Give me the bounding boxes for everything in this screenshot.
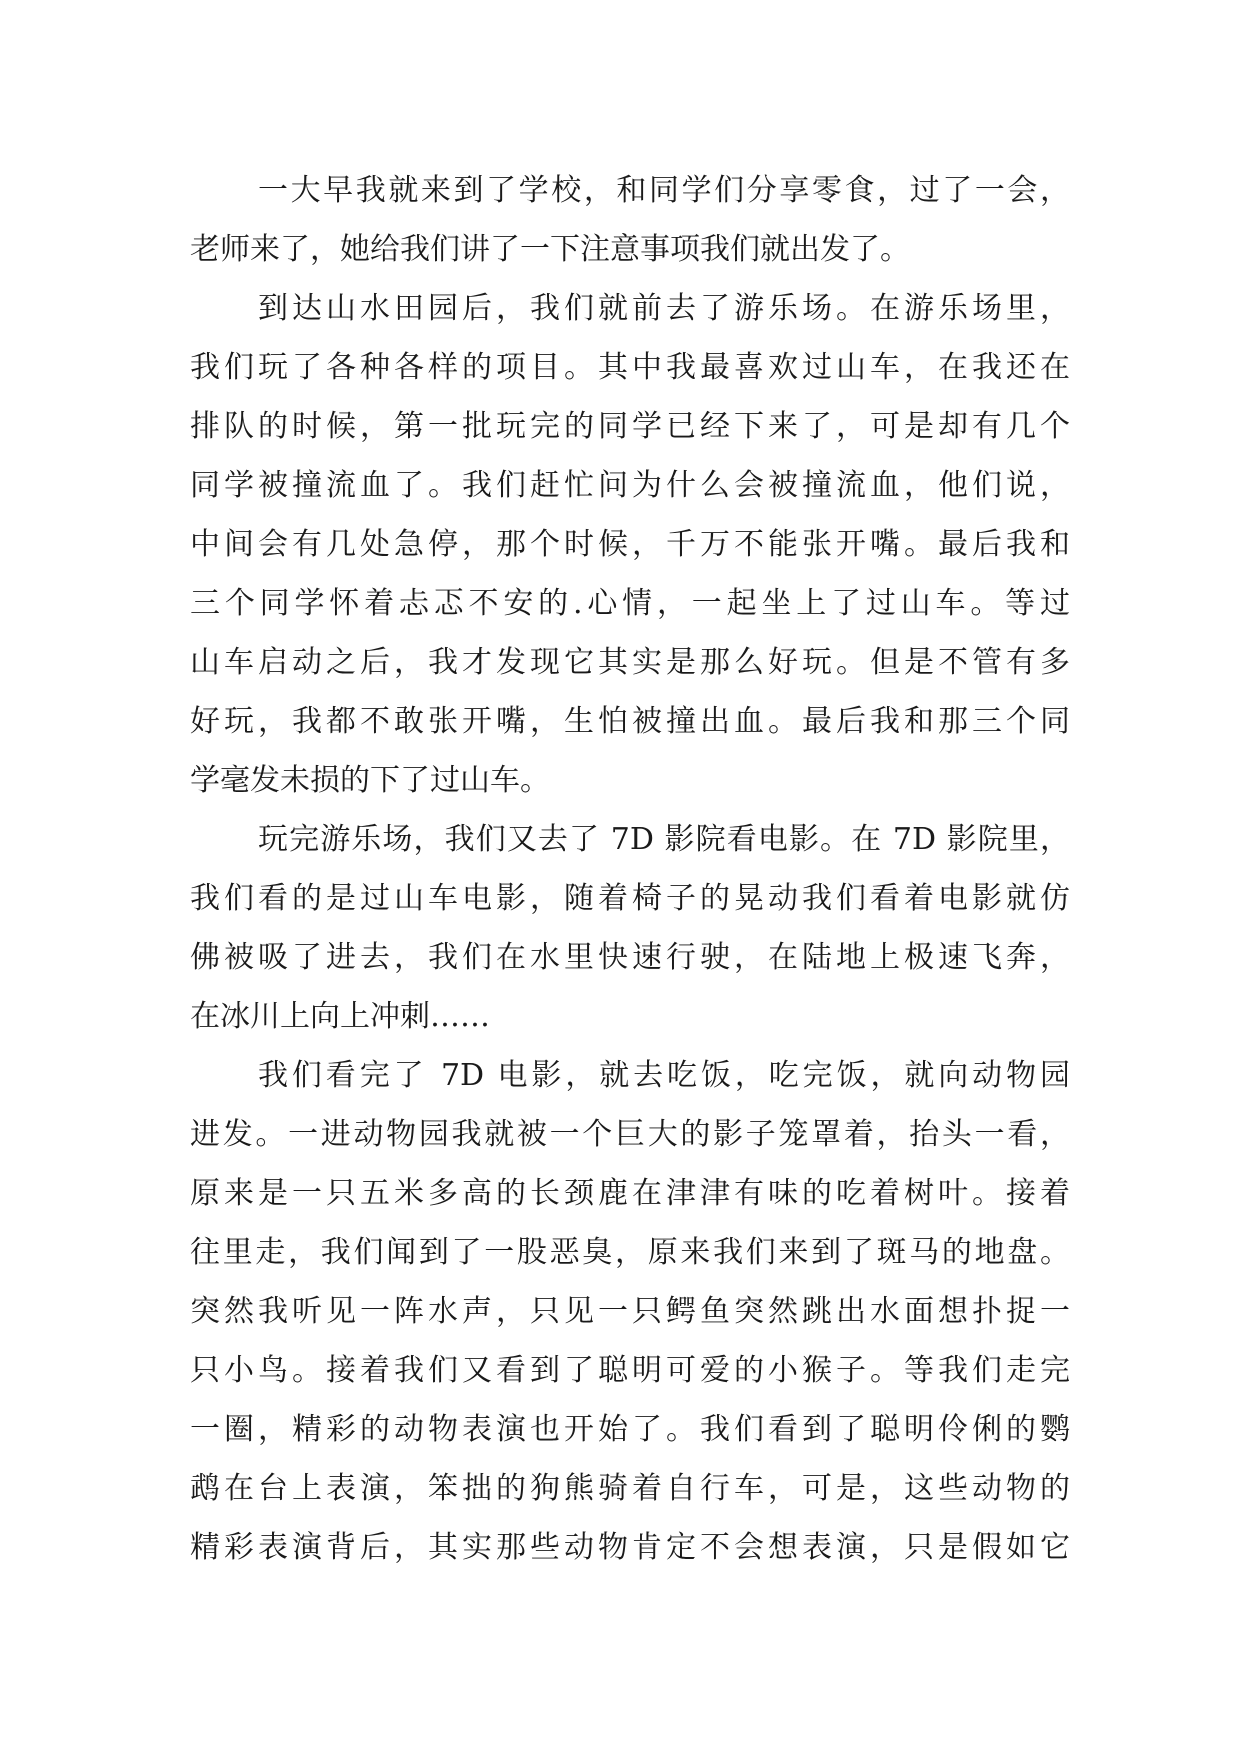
paragraph-line: 鹉在台上表演，笨拙的狗熊骑着自行车，可是，这些动物的	[190, 1471, 1070, 1506]
paragraph-line: 好玩，我都不敢张开嘴，生怕被撞出血。最后我和那三个同	[190, 704, 1070, 739]
document-body	[190, 161, 1070, 1577]
paragraph-line: 学毫发未损的下了过山车。	[190, 763, 550, 798]
paragraph-line: 只小鸟。接着我们又看到了聪明可爱的小猴子。等我们走完	[190, 1353, 1070, 1388]
paragraph-line: 我们看的是过山车电影，随着椅子的晃动我们看着电影就仿	[190, 881, 1070, 916]
paragraph-line: 一圈，精彩的动物表演也开始了。我们看到了聪明伶俐的鹦	[190, 1412, 1070, 1447]
paragraph-line: 玩完游乐场，我们又去了 7D 影院看电影。在 7D 影院里，	[258, 822, 1070, 857]
paragraph-line: 进发。一进动物园我就被一个巨大的影子笼罩着，抬头一看，	[190, 1117, 1070, 1152]
paragraph-line: 到达山水田园后，我们就前去了游乐场。在游乐场里，	[258, 291, 1070, 326]
paragraph-line: 山车启动之后，我才发现它其实是那么好玩。但是不管有多	[190, 645, 1070, 680]
paragraph-line: 精彩表演背后，其实那些动物肯定不会想表演，只是假如它	[190, 1530, 1070, 1565]
paragraph-line: 佛被吸了进去，我们在水里快速行驶，在陆地上极速飞奔，	[190, 940, 1070, 975]
paragraph-line: 我们玩了各种各样的项目。其中我最喜欢过山车，在我还在	[190, 350, 1070, 385]
paragraph-line: 突然我听见一阵水声，只见一只鳄鱼突然跳出水面想扑捉一	[190, 1294, 1070, 1329]
paragraph-line: 排队的时候，第一批玩完的同学已经下来了，可是却有几个	[190, 409, 1070, 444]
paragraph-line: 在冰川上向上冲刺……	[190, 999, 490, 1034]
paragraph-line: 老师来了，她给我们讲了一下注意事项我们就出发了。	[190, 232, 910, 267]
paragraph-line: 中间会有几处急停，那个时候，千万不能张开嘴。最后我和	[190, 527, 1070, 562]
paragraph-line: 同学被撞流血了。我们赶忙问为什么会被撞流血，他们说，	[190, 468, 1070, 503]
paragraph-line: 三个同学怀着忐忑不安的.心情，一起坐上了过山车。等过	[190, 586, 1070, 621]
paragraph-line: 往里走，我们闻到了一股恶臭，原来我们来到了斑马的地盘。	[190, 1235, 1070, 1270]
paragraph-line: 我们看完了 7D 电影，就去吃饭，吃完饭，就向动物园	[258, 1058, 1070, 1093]
paragraph-line: 原来是一只五米多高的长颈鹿在津津有味的吃着树叶。接着	[190, 1176, 1070, 1211]
paragraph-line: 一大早我就来到了学校，和同学们分享零食，过了一会，	[258, 173, 1070, 208]
